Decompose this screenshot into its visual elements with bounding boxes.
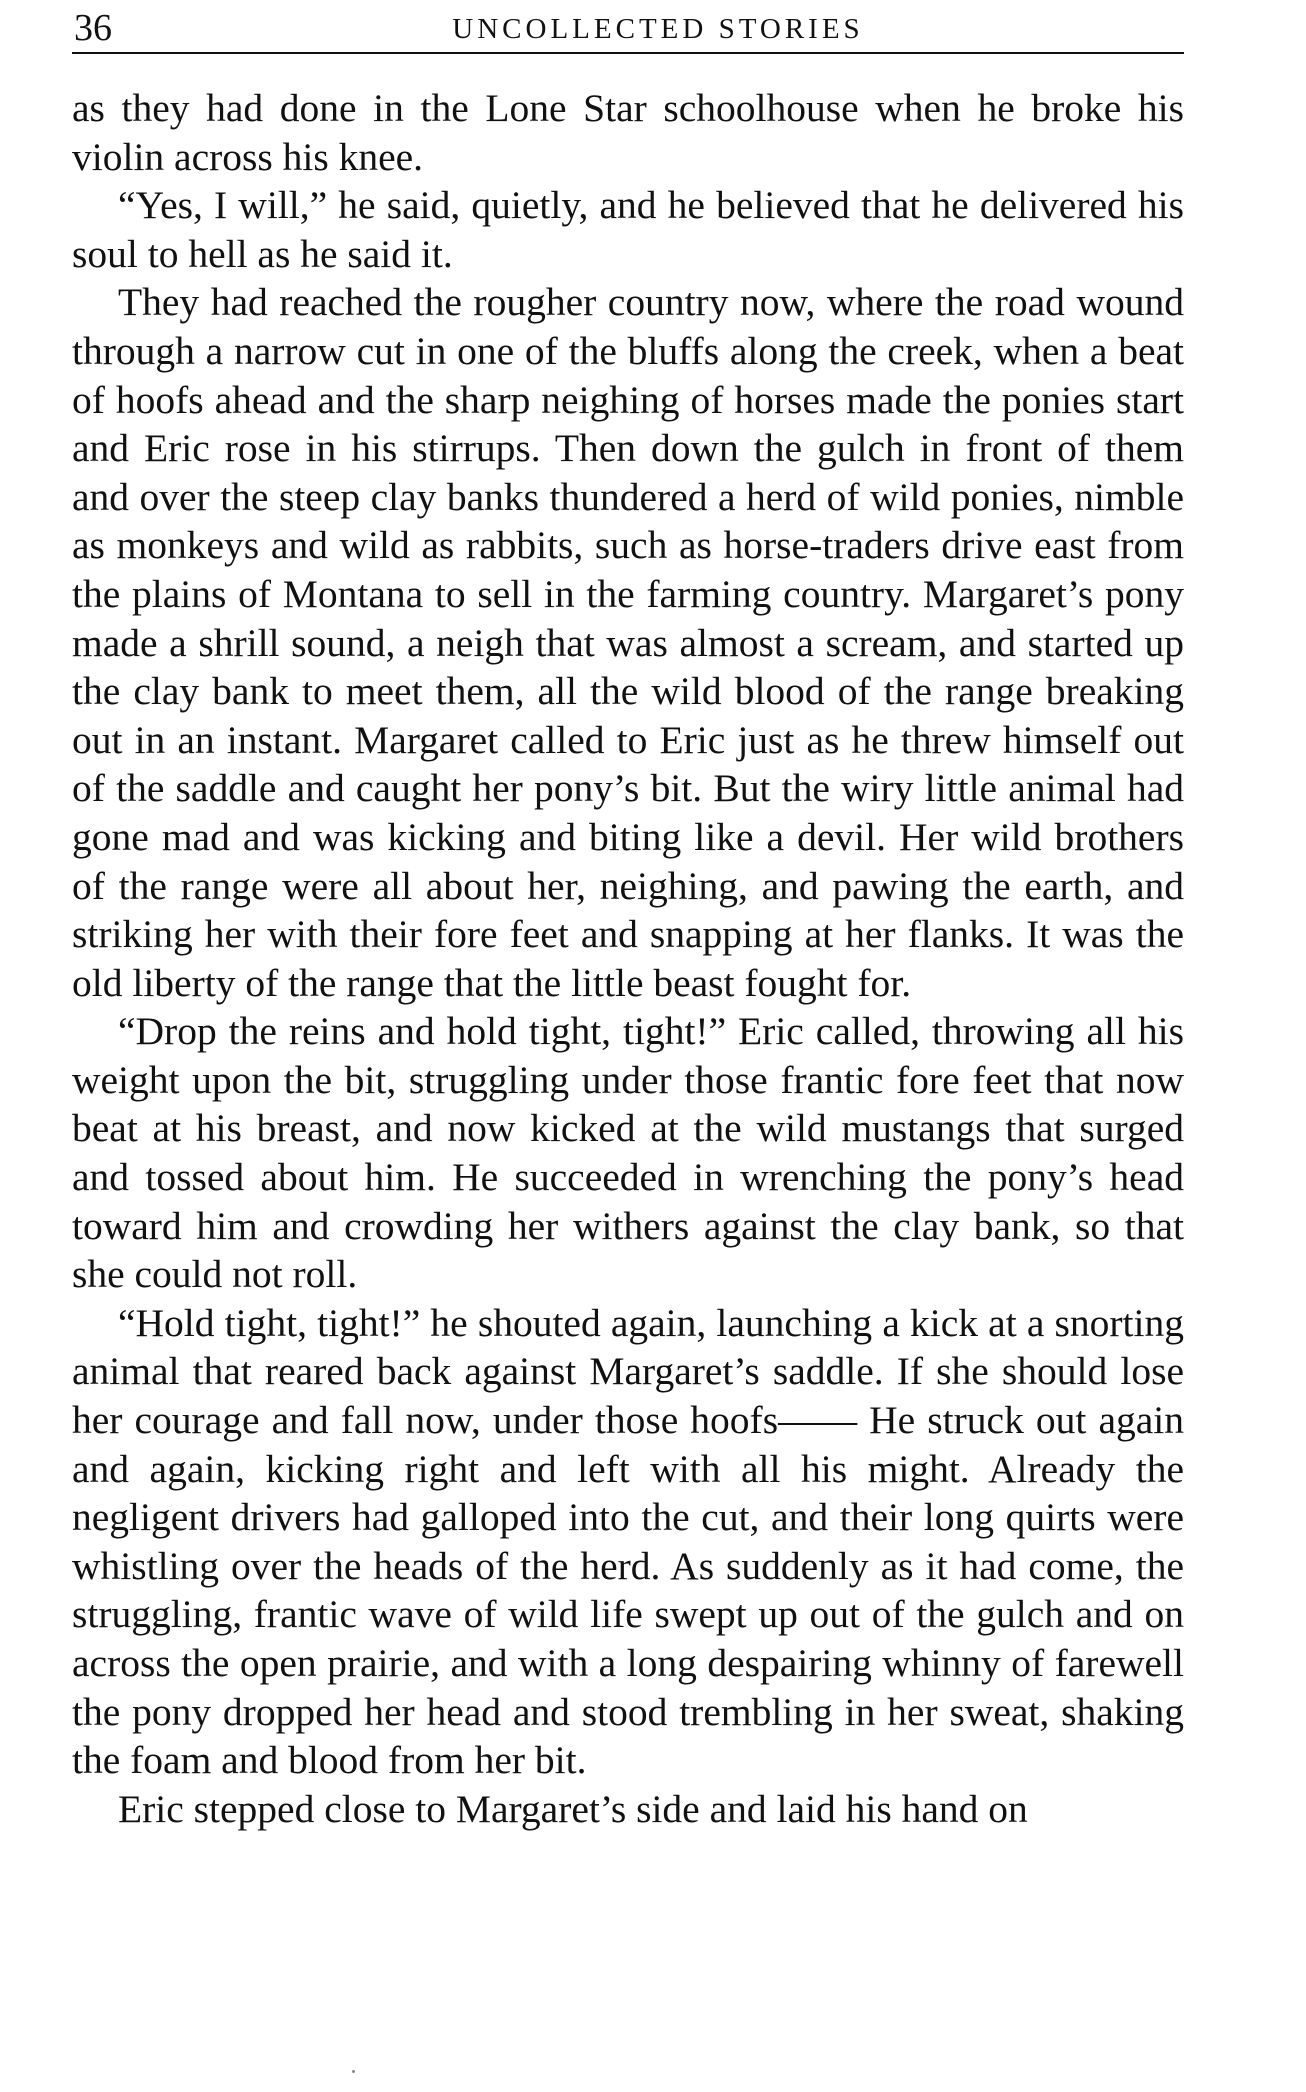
- paragraph: “Yes, I will,” he said, quietly, and he believed that he delivered his soul to hell as he said it.: [72, 183, 1184, 276]
- print-speck: [352, 2070, 355, 2073]
- paragraph: “Drop the reins and hold tight, tight!” Eric called, throwing all his weight upon the bit, struggling under those frantic fore feet that now beat at his breast, and now kicked at the wild mustangs that surged and tossed about him. He succeeded in wrenching the pony’s head toward him and crowding her withers against the clay bank, so that she could not roll.: [72, 1009, 1184, 1297]
- running-head: UNCOLLECTED STORIES: [452, 13, 864, 45]
- page-header: [72, 6, 1184, 54]
- paragraph-last: Eric stepped close to Margaret’s side and laid his hand on: [118, 1786, 1028, 1831]
- paragraph: “Hold tight, tight!” he shouted again, launching a kick at a snorting animal that reared back against Margaret’s saddle. If she should lose her courage and fall now, under those hoofs—— He struck out again and again, kicking right and left with all his might. Already the negligent drivers had galloped into the cut, and their long quirts were whistling over the heads of the herd. As suddenly as it had come, the struggling, frantic wave of wild life swept up out of the gulch and on across the open prairie, and with a long despairing whinny of farewell the pony dropped her head and stood trembling in her sweat, shaking the foam and blood from her bit.: [72, 1300, 1184, 1783]
- page-number: 36: [74, 7, 112, 49]
- body-text: [72, 84, 1184, 1833]
- paragraph: They had reached the rougher country now, where the road wound through a narrow cut in one of the bluffs along the creek, when a beat of hoofs ahead and the sharp neighing of horses made the ponies start and Eric rose in his stirrups. Then down the gulch in front of them and over the steep clay banks thundered a herd of wild ponies, nimble as monkeys and wild as rabbits, such as horse-traders drive east from the plains of Montana to sell in the farming country. Margaret’s pony made a shrill sound, a neigh that was almost a scream, and started up the clay bank to meet them, all the wild blood of the range breaking out in an instant. Margaret called to Eric just as he threw himself out of the saddle and caught her pony’s bit. But the wiry little animal had gone mad and was kicking and biting like a devil. Her wild brothers of the range were all about her, neighing, and pawing the earth, and striking her with their fore feet and snapping at her flanks. It was the old liberty of the range that the little beast fought for.: [72, 280, 1184, 1005]
- paragraph-continued: as they had done in the Lone Star schoolhouse when he broke his violin across his knee.: [72, 86, 1184, 179]
